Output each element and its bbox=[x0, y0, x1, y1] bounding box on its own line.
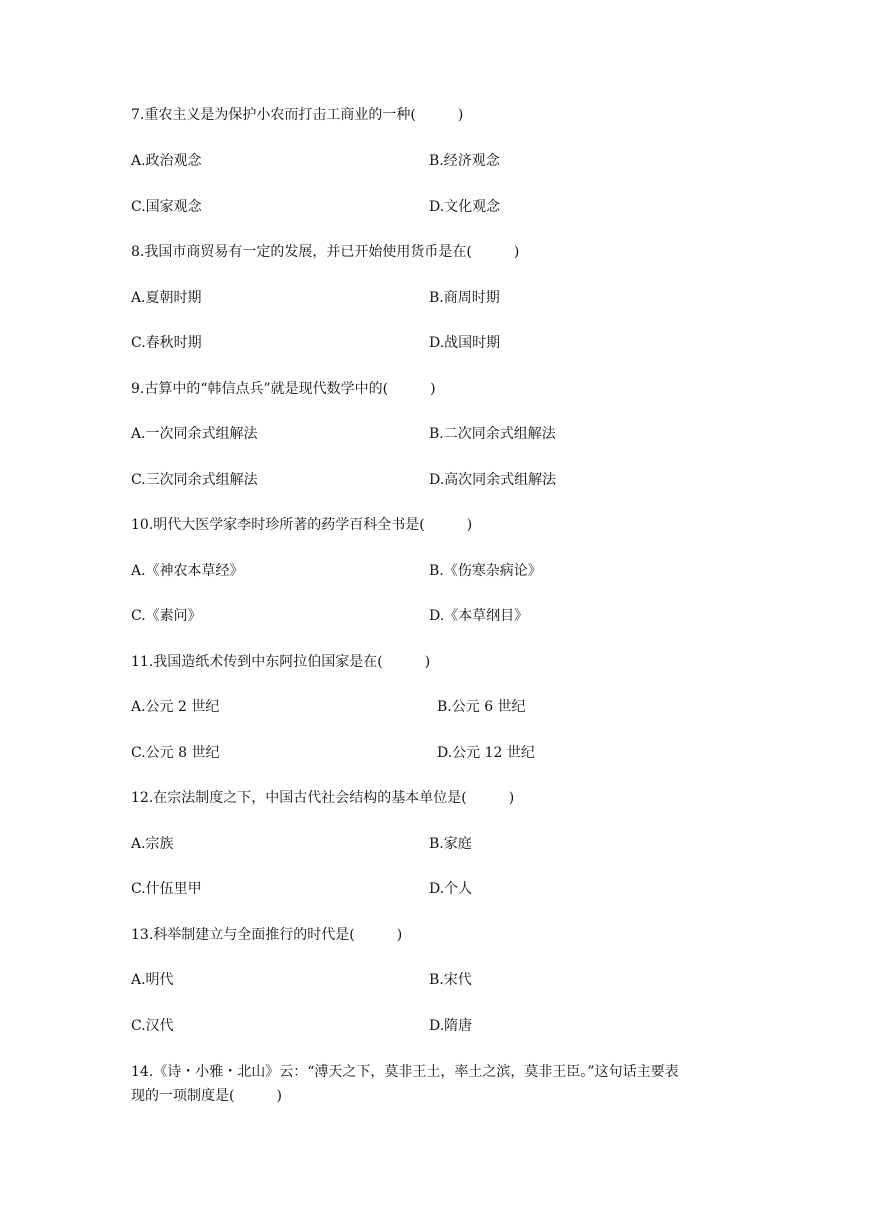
question-8-option-a: A.夏朝时期 bbox=[131, 290, 202, 306]
question-8-option-c: C.春秋时期 bbox=[131, 335, 202, 351]
question-14-stem-continued: 现的一项制度是( ) bbox=[131, 1088, 282, 1104]
question-11-option-c: C.公元 8 世纪 bbox=[131, 745, 220, 761]
question-14-stem: 14.《诗・小雅・北山》云：“溥天之下，莫非王土，率土之滨，莫非王臣。”这句话主要表 bbox=[131, 1064, 679, 1080]
question-10-option-a: A.《神农本草经》 bbox=[131, 563, 244, 579]
question-7-option-b: B.经济观念 bbox=[429, 153, 500, 169]
question-11-stem: 11.我国造纸术传到中东阿拉伯国家是在( ) bbox=[131, 654, 431, 670]
question-13-stem: 13.科举制建立与全面推行的时代是( ) bbox=[131, 927, 403, 943]
question-7-stem: 7.重农主义是为保护小农而打击工商业的一种( ) bbox=[131, 107, 464, 123]
question-12-option-c: C.什伍里甲 bbox=[131, 881, 202, 897]
question-8-option-b: B.商周时期 bbox=[429, 290, 500, 306]
question-9-option-a: A.一次同余式组解法 bbox=[131, 426, 258, 442]
question-10-option-d: D.《本草纲目》 bbox=[429, 608, 529, 624]
question-7-option-a: A.政治观念 bbox=[131, 153, 202, 169]
question-12-option-d: D.个人 bbox=[429, 881, 473, 897]
question-10-option-c: C.《素问》 bbox=[131, 608, 202, 624]
question-10-stem: 10.明代大医学家李时珍所著的药学百科全书是( ) bbox=[131, 517, 473, 533]
question-9-option-c: C.三次同余式组解法 bbox=[131, 472, 258, 488]
question-11-option-b: B.公元 6 世纪 bbox=[437, 699, 526, 715]
question-7-option-d: D.文化观念 bbox=[429, 199, 501, 215]
question-10-option-b: B.《伤寒杂病论》 bbox=[429, 563, 542, 579]
question-13-option-d: D.隋唐 bbox=[429, 1018, 473, 1034]
question-13-option-c: C.汉代 bbox=[131, 1018, 174, 1034]
question-7-option-c: C.国家观念 bbox=[131, 199, 202, 215]
question-13-option-b: B.宋代 bbox=[429, 972, 472, 988]
question-8-option-d: D.战国时期 bbox=[429, 335, 501, 351]
question-9-option-d: D.高次同余式组解法 bbox=[429, 472, 557, 488]
question-12-option-b: B.家庭 bbox=[429, 836, 472, 852]
question-13-option-a: A.明代 bbox=[131, 972, 174, 988]
question-9-option-b: B.二次同余式组解法 bbox=[429, 426, 556, 442]
question-12-option-a: A.宗族 bbox=[131, 836, 174, 852]
question-11-option-d: D.公元 12 世纪 bbox=[437, 745, 535, 761]
question-12-stem: 12.在宗法制度之下，中国古代社会结构的基本单位是( ) bbox=[131, 790, 515, 806]
question-11-option-a: A.公元 2 世纪 bbox=[131, 699, 220, 715]
question-9-stem: 9.古算中的“韩信点兵”就是现代数学中的( ) bbox=[131, 381, 436, 397]
question-8-stem: 8.我国市商贸易有一定的发展，并已开始使用货币是在( ) bbox=[131, 244, 520, 260]
